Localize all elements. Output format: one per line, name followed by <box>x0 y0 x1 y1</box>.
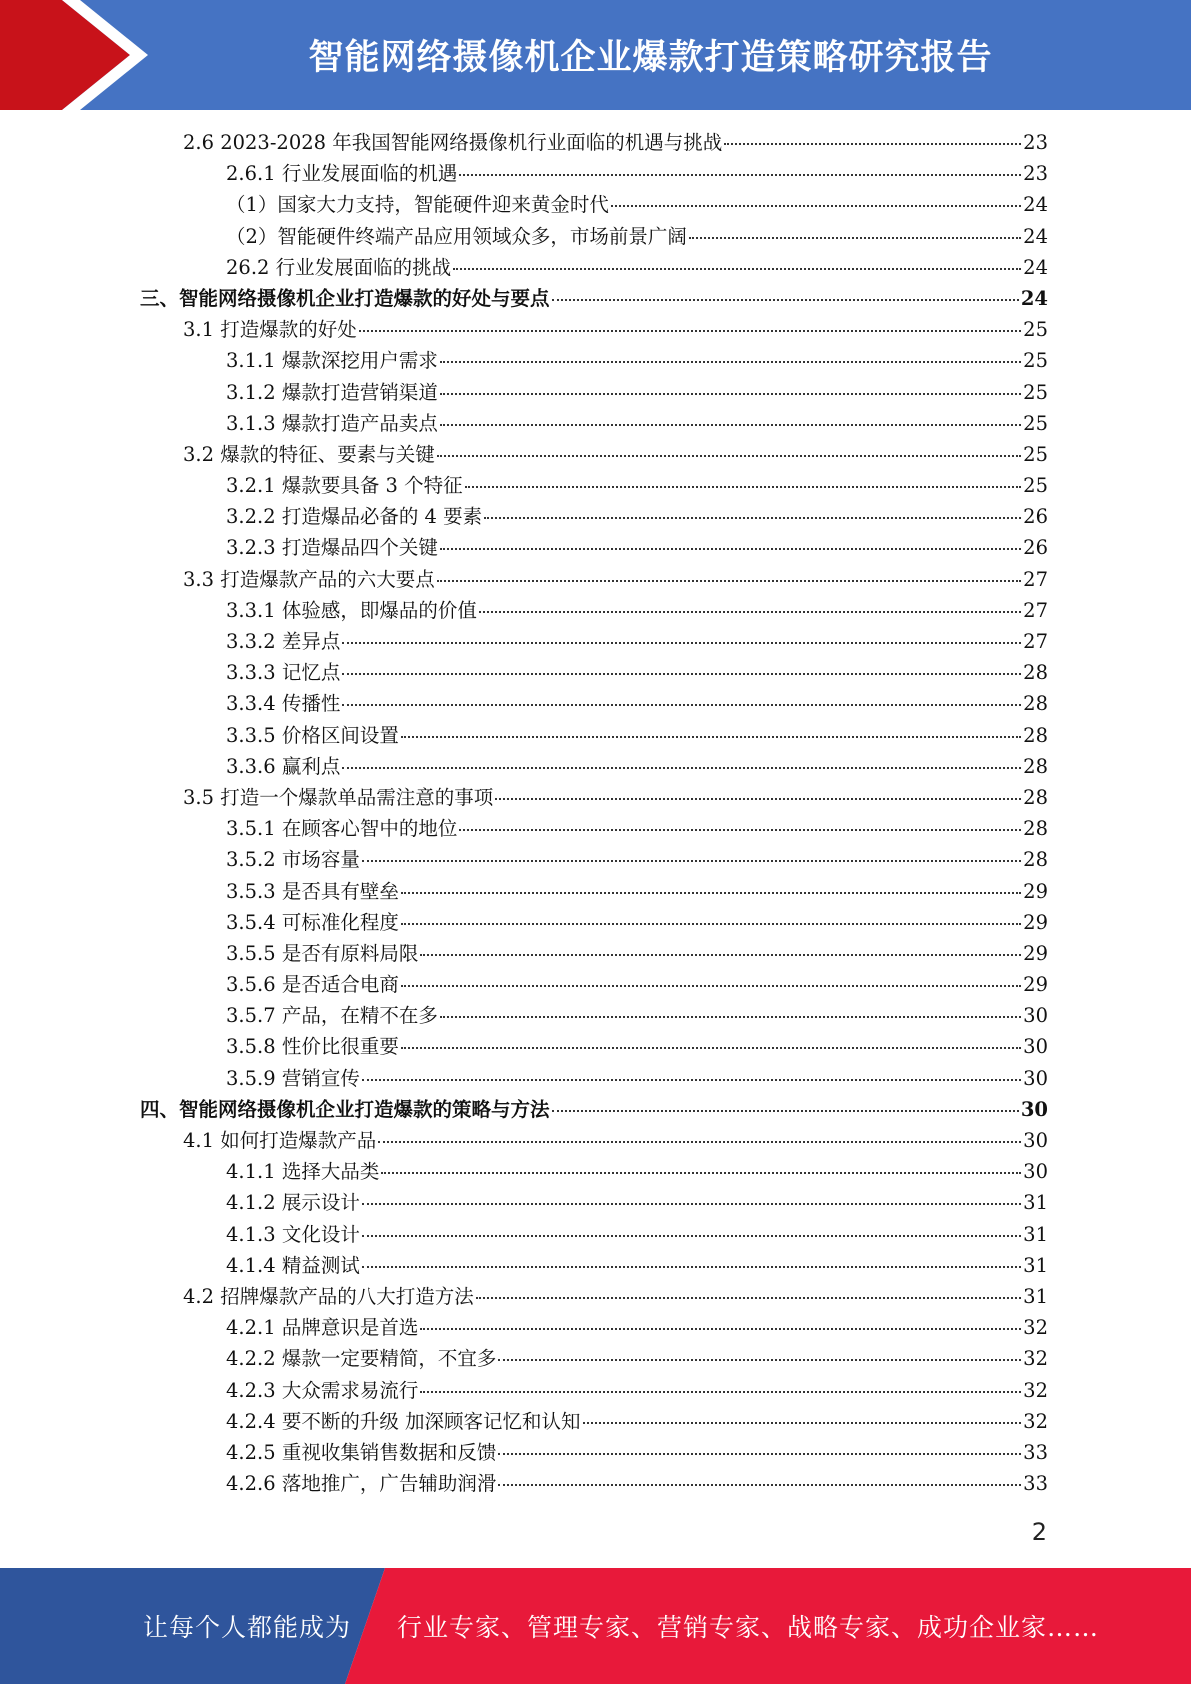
toc-dot-leader <box>342 704 1021 706</box>
toc-dot-leader <box>401 736 1021 738</box>
toc-entry-label: 3.2.1 爆款要具备 3 个特征 <box>226 474 463 498</box>
toc-entry-page: 30 <box>1023 1160 1048 1184</box>
toc-dot-leader <box>495 798 1021 800</box>
toc-entry[interactable] <box>140 720 1048 751</box>
toc-entry[interactable] <box>140 938 1048 969</box>
toc-entry-page: 23 <box>1023 131 1048 154</box>
toc-dot-leader <box>459 829 1021 831</box>
toc-entry-page: 25 <box>1023 474 1048 498</box>
toc-entry-page: 24 <box>1023 193 1048 217</box>
toc-dot-leader <box>359 330 1021 332</box>
toc-entry-label: 3.2.2 打造爆品必备的 4 要素 <box>226 505 483 529</box>
toc-entry[interactable] <box>140 1219 1048 1250</box>
toc-entry-label: 3.5.9 营销宣传 <box>226 1066 360 1090</box>
toc-entry-page: 29 <box>1023 910 1048 934</box>
toc-entry-page: 31 <box>1023 1222 1048 1246</box>
toc-dot-leader <box>611 205 1021 207</box>
toc-entry[interactable] <box>140 1031 1048 1062</box>
toc-dot-leader <box>437 580 1021 582</box>
toc-dot-leader <box>498 1359 1021 1361</box>
footer-slogan-left: 让每个人都能成为 <box>143 1613 352 1642</box>
toc-entry[interactable] <box>140 221 1048 252</box>
toc-entry-label: 3.3.6 赢利点 <box>226 754 341 778</box>
toc-entry[interactable] <box>140 408 1048 439</box>
toc-entry-page: 30 <box>1023 1035 1048 1059</box>
toc-entry-page: 31 <box>1023 1253 1048 1277</box>
toc-dot-leader <box>401 892 1021 894</box>
toc-entry-label: 4.2.4 要不断的升级 加深顾客记忆和认知 <box>226 1409 581 1433</box>
toc-entry-label: 4.1.3 文化设计 <box>226 1222 360 1246</box>
toc-entry-label: 3.3.2 差异点 <box>226 630 341 653</box>
toc-entry[interactable] <box>140 189 1048 220</box>
toc-entry[interactable] <box>140 1000 1048 1031</box>
toc-entry-label: 3.5.2 市场容量 <box>226 848 360 872</box>
toc-entry-label: 3.5.4 可标准化程度 <box>226 910 399 934</box>
toc-entry-label: 3.3 打造爆款产品的六大要点 <box>183 567 435 591</box>
toc-entry[interactable] <box>140 439 1048 470</box>
toc-entry[interactable] <box>140 1156 1048 1187</box>
toc-entry-page: 28 <box>1023 785 1048 809</box>
toc-entry-page: 28 <box>1023 754 1048 778</box>
toc-entry-page: 27 <box>1023 630 1048 653</box>
toc-dot-leader <box>437 455 1021 457</box>
toc-entry-label: 3.5.6 是否适合电商 <box>226 973 399 997</box>
toc-dot-leader <box>362 860 1021 862</box>
toc-entry-page: 29 <box>1023 973 1048 997</box>
report-title: 智能网络摄像机企业爆款打造策略研究报告 <box>308 38 993 78</box>
toc-entry-label: 3.2 爆款的特征、要素与关键 <box>183 442 435 466</box>
toc-entry-label: 4.2.2 爆款一定要精简，不宜多 <box>226 1347 497 1371</box>
toc-entry[interactable] <box>140 1343 1048 1374</box>
table-of-contents <box>140 127 1048 1499</box>
toc-dot-leader <box>484 517 1021 519</box>
toc-entry-label: 4.2.1 品牌意识是首选 <box>226 1316 419 1340</box>
toc-entry-label: 3.5 打造一个爆款单品需注意的事项 <box>183 785 494 809</box>
toc-dot-leader <box>459 174 1021 176</box>
toc-dot-leader <box>440 361 1021 363</box>
toc-entry-page: 26 <box>1023 505 1048 529</box>
toc-entry[interactable] <box>140 1063 1048 1094</box>
toc-entry-page: 30 <box>1020 1097 1048 1121</box>
toc-entry[interactable] <box>140 688 1048 719</box>
toc-dot-leader <box>420 954 1021 956</box>
toc-entry-label: 3.5.1 在顾客心智中的地位 <box>226 817 458 841</box>
toc-entry-page: 24 <box>1020 286 1048 310</box>
toc-dot-leader <box>440 1016 1021 1018</box>
toc-entry[interactable] <box>140 470 1048 501</box>
toc-entry[interactable] <box>140 1468 1048 1499</box>
toc-dot-leader <box>724 143 1021 145</box>
toc-entry[interactable] <box>140 657 1048 688</box>
toc-dot-leader <box>440 393 1021 395</box>
toc-entry-label: 4.2.3 大众需求易流行 <box>226 1378 419 1402</box>
toc-entry-page: 32 <box>1023 1378 1048 1402</box>
toc-entry-label: 4.2.5 重视收集销售数据和反馈 <box>226 1440 497 1464</box>
toc-dot-leader <box>689 237 1021 239</box>
header-arrow-decoration <box>0 0 160 110</box>
toc-entry-page: 30 <box>1023 1129 1048 1152</box>
toc-entry-page: 33 <box>1023 1440 1048 1464</box>
toc-dot-leader <box>401 1047 1021 1049</box>
toc-entry-label: 4.1.4 精益测试 <box>226 1253 360 1277</box>
toc-dot-leader <box>342 767 1021 769</box>
toc-entry[interactable] <box>140 876 1048 907</box>
toc-entry-label: 2.6.1 行业发展面临的机遇 <box>226 162 458 186</box>
toc-dot-leader <box>476 1297 1021 1299</box>
toc-entry-label: （2）智能硬件终端产品应用领域众多，市场前景广阔 <box>226 224 687 248</box>
toc-entry[interactable] <box>140 1094 1048 1125</box>
toc-entry[interactable] <box>140 1281 1048 1312</box>
toc-entry-page: 25 <box>1023 442 1048 466</box>
toc-entry[interactable] <box>140 1187 1048 1218</box>
toc-entry-label: 4.2.6 落地推广，广告辅助润滑 <box>226 1472 497 1496</box>
toc-entry-page: 25 <box>1023 411 1048 435</box>
toc-dot-leader <box>362 1079 1021 1081</box>
toc-entry-label: 4.1 如何打造爆款产品 <box>183 1129 377 1152</box>
toc-dot-leader <box>362 1235 1021 1237</box>
toc-entry[interactable] <box>140 252 1048 283</box>
toc-entry[interactable] <box>140 1406 1048 1437</box>
toc-entry-label: 2.6 2023-2028 年我国智能网络摄像机行业面临的机遇与挑战 <box>183 131 723 154</box>
toc-entry[interactable] <box>140 813 1048 844</box>
toc-entry-page: 28 <box>1023 723 1048 747</box>
toc-dot-leader <box>453 268 1021 270</box>
toc-entry[interactable] <box>140 595 1048 626</box>
toc-entry[interactable] <box>140 283 1048 314</box>
toc-entry-label: 3.1.2 爆款打造营销渠道 <box>226 380 438 404</box>
toc-entry-page: 32 <box>1023 1316 1048 1340</box>
toc-entry[interactable] <box>140 127 1048 158</box>
toc-entry[interactable] <box>140 782 1048 813</box>
toc-dot-leader <box>342 673 1021 675</box>
toc-entry-page: 33 <box>1023 1472 1048 1496</box>
toc-entry[interactable] <box>140 501 1048 532</box>
toc-entry-page: 25 <box>1023 349 1048 373</box>
toc-dot-leader <box>420 1328 1021 1330</box>
page-header <box>0 0 1191 110</box>
toc-entry-page: 28 <box>1023 661 1048 685</box>
toc-entry[interactable] <box>140 314 1048 345</box>
toc-dot-leader <box>362 1203 1021 1205</box>
toc-entry[interactable] <box>140 1375 1048 1406</box>
toc-dot-leader <box>401 985 1021 987</box>
toc-entry-label: 3.2.3 打造爆品四个关键 <box>226 536 438 560</box>
toc-entry[interactable] <box>140 751 1048 782</box>
toc-dot-leader <box>552 299 1019 301</box>
toc-entry-label: 4.1.2 展示设计 <box>226 1191 360 1215</box>
toc-entry-label: 3.1.3 爆款打造产品卖点 <box>226 411 438 435</box>
toc-entry-label: 3.1.1 爆款深挖用户需求 <box>226 349 438 373</box>
toc-dot-leader <box>498 1453 1021 1455</box>
toc-entry-label: （1）国家大力支持，智能硬件迎来黄金时代 <box>226 193 609 217</box>
toc-entry-label: 3.5.3 是否具有壁垒 <box>226 879 399 903</box>
footer-slogan-right: 行业专家、管理专家、营销专家、战略专家、成功企业家…… <box>397 1613 1100 1642</box>
toc-entry-page: 29 <box>1023 879 1048 903</box>
page-footer <box>0 1568 1191 1684</box>
toc-entry-label: 3.3.3 记忆点 <box>226 661 341 685</box>
toc-entry-label: 4.2 招牌爆款产品的八大打造方法 <box>183 1284 474 1308</box>
toc-entry-page: 31 <box>1023 1191 1048 1215</box>
toc-entry-page: 28 <box>1023 817 1048 841</box>
toc-entry-label: 3.5.5 是否有原料局限 <box>226 941 419 965</box>
toc-entry[interactable] <box>140 969 1048 1000</box>
toc-entry-page: 29 <box>1023 941 1048 965</box>
toc-entry-label: 四、智能网络摄像机企业打造爆款的策略与方法 <box>140 1097 550 1121</box>
toc-dot-leader <box>401 923 1021 925</box>
toc-dot-leader <box>583 1422 1022 1424</box>
toc-entry[interactable] <box>140 377 1048 408</box>
toc-entry[interactable] <box>140 1125 1048 1156</box>
toc-entry[interactable] <box>140 1312 1048 1343</box>
toc-entry-page: 24 <box>1023 224 1048 248</box>
toc-entry-label: 3.3.4 传播性 <box>226 692 341 716</box>
toc-entry-page: 23 <box>1023 162 1048 186</box>
toc-entry[interactable] <box>140 844 1048 875</box>
toc-entry-page: 28 <box>1023 848 1048 872</box>
toc-dot-leader <box>342 642 1021 644</box>
toc-entry[interactable] <box>140 1437 1048 1468</box>
toc-entry[interactable] <box>140 1250 1048 1281</box>
toc-entry-page: 27 <box>1023 598 1048 622</box>
toc-entry-label: 3.5.8 性价比很重要 <box>226 1035 399 1059</box>
toc-entry-label: 三、智能网络摄像机企业打造爆款的好处与要点 <box>140 286 550 310</box>
toc-entry-page: 32 <box>1023 1409 1048 1433</box>
toc-dot-leader <box>498 1484 1021 1486</box>
toc-entry-label: 3.5.7 产品，在精不在多 <box>226 1004 438 1028</box>
toc-dot-leader <box>479 611 1021 613</box>
toc-entry-page: 31 <box>1023 1284 1048 1308</box>
toc-entry-label: 3.3.1 体验感，即爆品的价值 <box>226 598 477 622</box>
toc-entry-page: 26 <box>1023 536 1048 560</box>
toc-entry[interactable] <box>140 564 1048 595</box>
toc-entry-page: 25 <box>1023 318 1048 342</box>
toc-dot-leader <box>378 1141 1021 1143</box>
toc-entry-label: 26.2 行业发展面临的挑战 <box>226 255 452 279</box>
toc-dot-leader <box>465 486 1022 488</box>
toc-entry-page: 30 <box>1023 1004 1048 1028</box>
toc-entry-page: 24 <box>1023 255 1048 279</box>
toc-entry-label: 3.3.5 价格区间设置 <box>226 723 399 747</box>
toc-entry-label: 4.1.1 选择大品类 <box>226 1160 380 1184</box>
toc-entry-page: 27 <box>1023 567 1048 591</box>
toc-entry[interactable] <box>140 345 1048 376</box>
toc-entry-page: 32 <box>1023 1347 1048 1371</box>
toc-dot-leader <box>552 1110 1019 1112</box>
toc-dot-leader <box>420 1391 1021 1393</box>
toc-entry[interactable] <box>140 532 1048 563</box>
toc-dot-leader <box>440 548 1021 550</box>
toc-entry[interactable] <box>140 158 1048 189</box>
toc-entry-label: 3.1 打造爆款的好处 <box>183 318 357 342</box>
toc-dot-leader <box>440 424 1021 426</box>
toc-entry[interactable] <box>140 626 1048 657</box>
toc-entry-page: 25 <box>1023 380 1048 404</box>
toc-entry-page: 30 <box>1023 1066 1048 1090</box>
toc-dot-leader <box>381 1172 1021 1174</box>
toc-dot-leader <box>362 1266 1021 1268</box>
toc-entry-page: 28 <box>1023 692 1048 716</box>
toc-entry[interactable] <box>140 907 1048 938</box>
page-number: 2 <box>1031 1518 1047 1546</box>
